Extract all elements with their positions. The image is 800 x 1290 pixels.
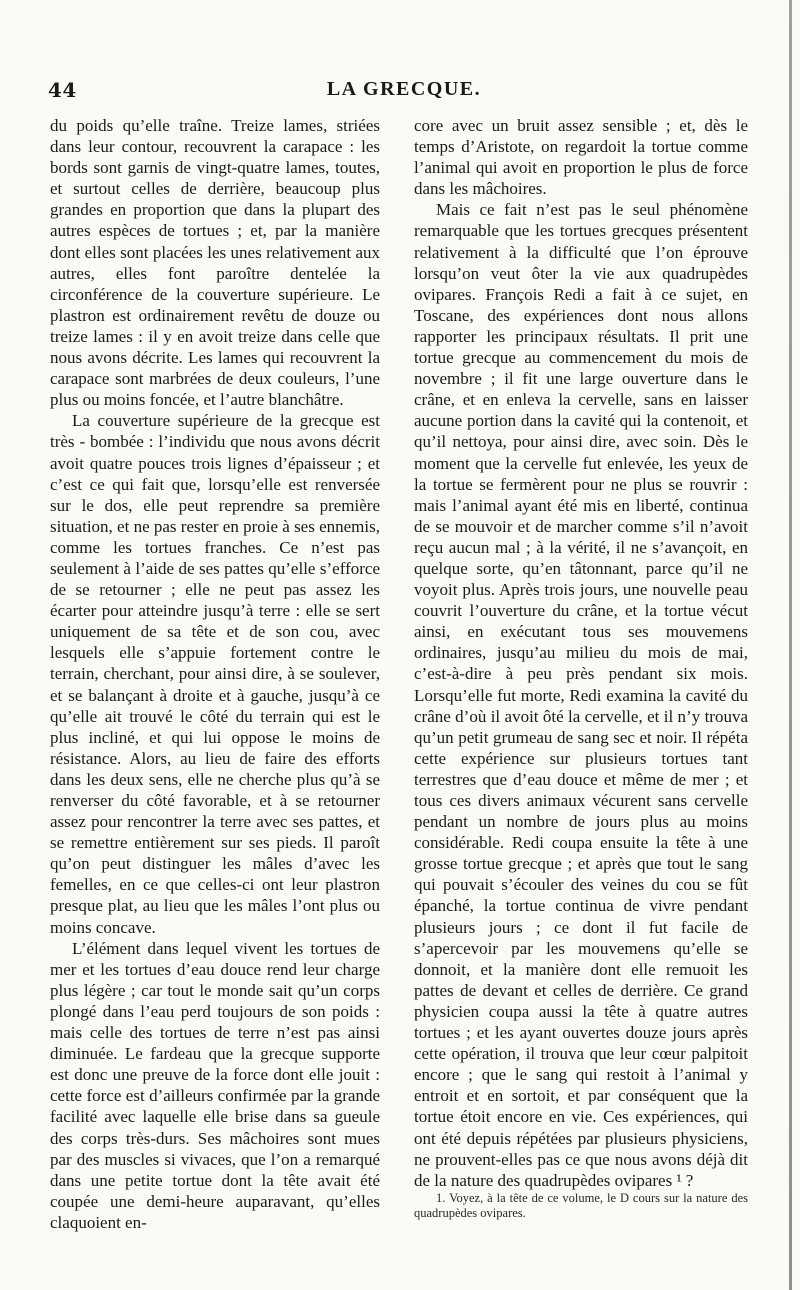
paragraph: La couverture supérieure de la grecque est très - bombée : l’individu que nous avons décrit avoit quatre pouces trois lignes d’épaisseur ; et c’est ce qui fait que, lorsqu’elle est renversée sur le dos, elle peut reprendre sa première situation, et ne pas rester en proie à ses ennemis, comme les tortues franches. Ce n’est pas seulement à l’aide de ses pattes qu’elle s’efforce de se retourner ; elle ne peut pas assez les écarter pour atteindre jusqu’à terre : elle se sert uniquement de sa tête et de son cou, avec lesquels elle s’appuie fortement contre le terrain, cherchant, pour ainsi dire, à se soulever, et se balançant à droite et à gauche, jusqu’à ce qu’elle ait trouvé le côté du terrain qui est le plus incliné, et qui lui oppose le moins de résistance. Alors, au lieu de faire des efforts dans les deux sens, elle ne cherche plus qu’à se renverser du côté favorable, et à se retourner assez pour rencontrer la terre avec ses pattes, et se remettre entièrement sur ses pieds. Il paroît qu’on peut distinguer les mâles d’avec les femelles, en ce que celles-ci ont leur plastron presque plat, au lieu que les mâles l’ont plus ou moins concave. <box>50 411 380 937</box>
right-column <box>414 115 748 1221</box>
left-column <box>50 115 380 1233</box>
paragraph: core avec un bruit assez sensible ; et, dès le temps d’Aristote, on regardoit la tortue comme l’animal qui avoit en proportion le plus de force dans les mâchoires. <box>414 116 748 199</box>
page-number: 44 <box>48 78 77 102</box>
page-header <box>48 78 760 108</box>
footnote: 1. Voyez, à la tête de ce volume, le D cours sur la nature des quadrupèdes ovipares. <box>414 1190 748 1220</box>
paragraph: L’élément dans lequel vivent les tortues de mer et les tortues d’eau douce rend leur charge plus légère ; car tout le monde sait qu’un corps plongé dans l’eau perd toujours de son poids : mais celle des tortues de terre n’est pas ainsi diminuée. Le fardeau que la grecque supporte est donc une preuve de la force dont elle jouit : cette force est d’ailleurs confirmée par la grande facilité avec laquelle elle brise dans sa gueule des corps très-durs. Ses mâchoires sont mues par des muscles si vivaces, que l’on a remarqué dans une petite tortue dont la tête avait été coupée une demi-heure auparavant, qu’elles claquoient en- <box>50 938 380 1232</box>
paragraph: Mais ce fait n’est pas le seul phénomène remarquable que les tortues grecques présentent relativement à la difficulté que l’on éprouve lorsqu’on veut ôter la vie aux quadrupèdes ovipares. François Redi a fait à ce sujet, en Toscane, des expériences dont nous allons rapporter les principaux résultats. Il prit une tortue grecque au commencement du mois de novembre ; il fit une large ouverture dans le crâne, et en enleva la cervelle, sans en laisser aucune portion dans la cavité qui la contenoit, et qu’il nettoya, pour ainsi dire, avec soin. Dès le moment que la cervelle fut enlevée, les yeux de la tortue se fermèrent pour ne plus se rouvrir : mais l’animal ayant été mis en liberté, continua de se mouvoir et de marcher comme s’il n’avoit reçu aucun mal ; à la vérité, il ne s’avançoit, en quelque sorte, qu’en tâtonnant, parce qu’il ne voyoit plus. Après trois jours, une nouvelle peau couvrit l’ouverture du crâne, et la tortue vécut ainsi, en exécutant tous ses mouvemens ordinaires, jusqu’au milieu du mois de mai, c’est-à-dire à peu près pendant six mois. Lorsqu’elle fut morte, Redi examina la cavité du crâne d’où il avoit ôté la cervelle, et il n’y trouva qu’un petit grumeau de sang sec et noir. Il répéta cette expérience sur plusieurs tortues tant terrestres que d’eau douce et même de mer ; et tous ces divers animaux vécurent sans cervelle pendant un nombre de jours plus au moins considérable. Redi coupa ensuite la tête à une grosse tortue grecque ; et après que tout le sang qui pouvait s’écouler des veines du cou se fût épanché, la tortue continua de vivre pendant plusieurs jours ; ce dont il fut facile de s’apercevoir par les mouvemens qu’elle se donnoit, et la manière dont elle remuoit les pattes de devant et celles de derrière. Ce grand physicien coupa aussi la tête à quatre autres tortues ; et les ayant ouvertes douze jours après cette opération, il trouva que leur cœur palpitoit encore ; que le sang qui restoit à l’animal y entroit et en sortoit, et par conséquent que la tortue étoit encore en vie. Ces expériences, qui ont été depuis répétées par plusieurs physiciens, ne prouvent-elles pas ce que nous avons déjà dit de la nature des quadrupèdes ovipares ¹ ? <box>414 200 748 1190</box>
running-head: LA GRECQUE. <box>326 78 482 100</box>
paragraph: du poids qu’elle traîne. Treize lames, striées dans leur contour, recouvrent la carapace : les bords sont garnis de vingt-quatre lames, toutes, et surtout celles de derrière, beaucoup plus grandes en proportion que dans la plupart des autres espèces de tortues ; et, par la manière dont elles sont placées les unes relativement aux autres, elles font paroître dentelée la circonférence de la couverture supérieure. Le plastron est ordinairement revêtu de douze ou treize lames : il y en avoit treize dans celle que nous avons décrite. Les lames qui recouvrent la carapace sont marbrées de deux couleurs, l’une plus ou moins foncée, et l’autre blanchâtre. <box>50 116 380 410</box>
page-edge-shadow <box>789 0 792 1290</box>
